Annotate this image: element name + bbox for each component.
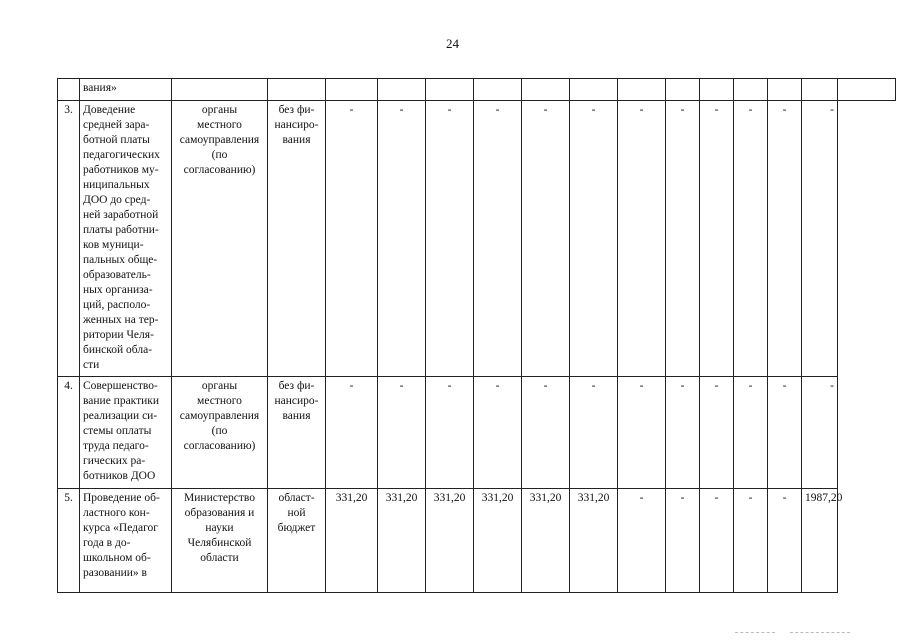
row-value: -: [570, 101, 618, 377]
row-value: -: [326, 377, 378, 489]
row-value: -: [326, 101, 378, 377]
row-name: Совершенство- вание практики реализации си- стемы оплаты труда педаго- гических ра- ботников ДОО: [80, 377, 172, 489]
row-value: -: [618, 377, 666, 489]
row-value: -: [474, 377, 522, 489]
row-value: -: [522, 377, 570, 489]
row-value: -: [378, 101, 426, 377]
row-name: вания»: [80, 79, 172, 101]
table-row: [58, 377, 896, 489]
row-value: -: [570, 377, 618, 489]
footer-mark: [735, 632, 775, 634]
row-value: -: [768, 101, 802, 377]
row-value: -: [426, 377, 474, 489]
row-value: 331,20: [426, 489, 474, 593]
row-value: 331,20: [378, 489, 426, 593]
row-value: 331,20: [570, 489, 618, 593]
footer-mark: [790, 632, 850, 634]
row-value: -: [700, 101, 734, 377]
program-table: [57, 78, 896, 593]
row-number: 5.: [58, 489, 80, 593]
row-value: -: [768, 489, 802, 593]
row-value: -: [426, 101, 474, 377]
row-value: -: [474, 101, 522, 377]
row-value: 331,20: [474, 489, 522, 593]
row-value: -: [618, 101, 666, 377]
row-value: -: [666, 489, 700, 593]
row-value: -: [734, 101, 768, 377]
table-row: [58, 101, 896, 377]
table-row: [58, 489, 896, 593]
table-row-continuation: [58, 79, 896, 101]
row-responsible: органы местного самоуправления (по согласованию): [172, 377, 268, 489]
row-value: 331,20: [326, 489, 378, 593]
row-total: 1987,20: [802, 489, 838, 593]
row-value: 331,20: [522, 489, 570, 593]
row-value: -: [666, 101, 700, 377]
row-number: 4.: [58, 377, 80, 489]
row-value: -: [768, 377, 802, 489]
row-total: -: [802, 377, 838, 489]
row-value: -: [700, 377, 734, 489]
row-source: област- ной бюджет: [268, 489, 326, 593]
row-responsible: органы местного самоуправления (по согласованию): [172, 101, 268, 377]
row-number: 3.: [58, 101, 80, 377]
row-value: -: [618, 489, 666, 593]
row-value: -: [734, 489, 768, 593]
row-source: без фи- нансиро- вания: [268, 101, 326, 377]
row-source: без фи- нансиро- вания: [268, 377, 326, 489]
page-number: 24: [446, 36, 459, 51]
row-value: -: [522, 101, 570, 377]
row-value: -: [378, 377, 426, 489]
row-value: -: [700, 489, 734, 593]
row-value: -: [666, 377, 700, 489]
row-total: -: [802, 101, 838, 377]
row-responsible: Министерство образования и науки Челябинской области: [172, 489, 268, 593]
row-name: Проведение об- ластного кон- курса «Педагог года в до- школьном об- разовании» в: [80, 489, 172, 593]
row-value: -: [734, 377, 768, 489]
row-name: Доведение средней зара- ботной платы педагогических работников му- ниципальных ДОО до сред- ней заработной платы работни- ков муници- пальных обще- образователь- ных организа- ций, располо- женных на тер- ритории Челя- бинской обла- сти: [80, 101, 172, 377]
